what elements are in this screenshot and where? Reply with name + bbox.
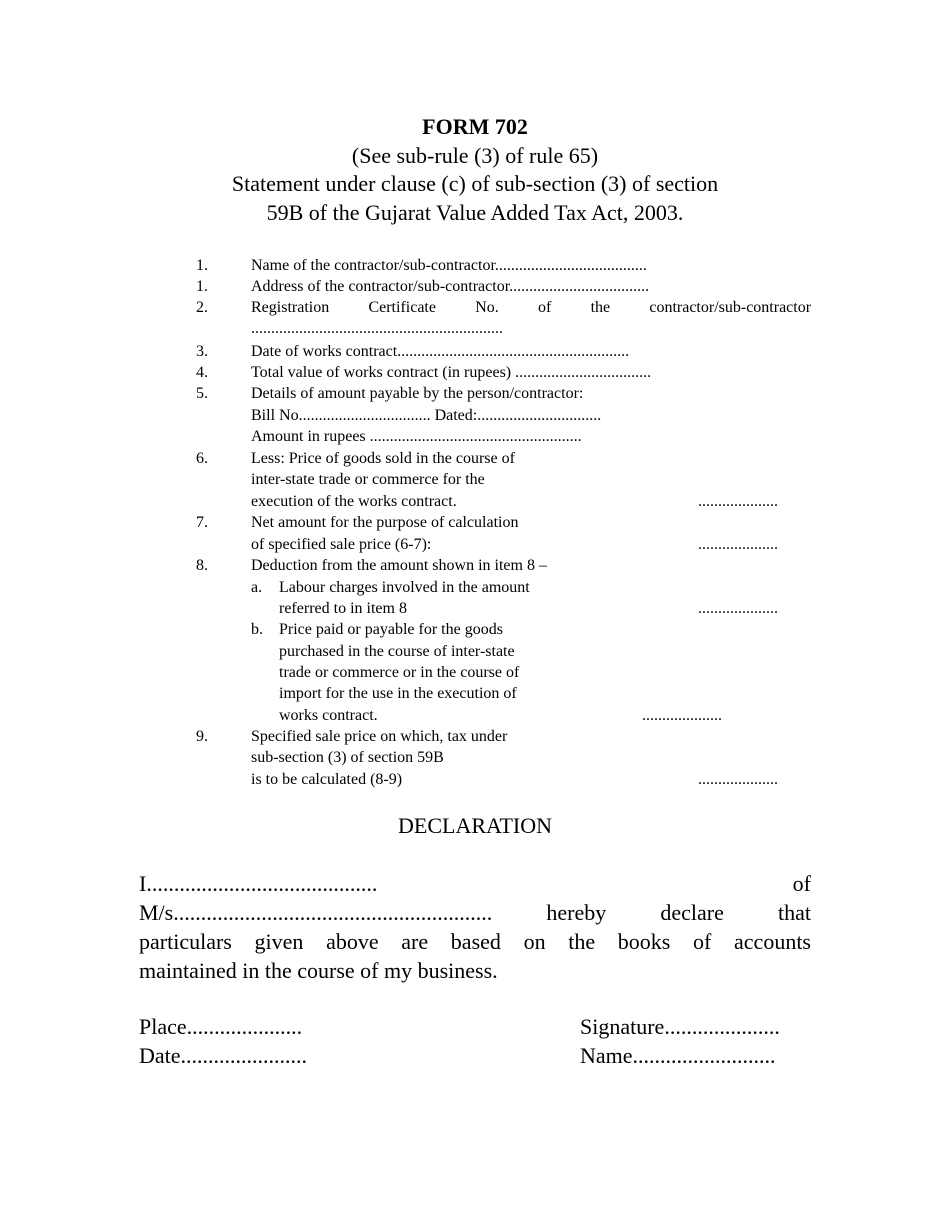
item-net-amount-line: of specified sale price (6-7):	[251, 536, 432, 553]
signature-field: Signature.....................	[580, 1014, 780, 1039]
item-number: 2.	[196, 299, 208, 316]
subitem-label: a.	[251, 579, 263, 596]
item-specified-sale-price-line: sub-section (3) of section 59B	[251, 749, 444, 766]
item-8b-value-dots: ....................	[642, 707, 722, 724]
statement-line-2: 59B of the Gujarat Value Added Tax Act, 2003.	[266, 200, 684, 225]
item-specified-sale-price-line: is to be calculated (8-9)	[251, 771, 403, 788]
item-number: 7.	[196, 514, 208, 531]
item-registration-dots: ...............................................................	[251, 320, 503, 337]
declaration-body	[139, 869, 811, 985]
declaration-line-1: I.......................................... of	[139, 871, 811, 896]
item-number: 4.	[196, 364, 208, 381]
item-deduction-heading: Deduction from the amount shown in item 8 –	[251, 557, 547, 574]
date-field: Date.......................	[139, 1043, 308, 1068]
rule-reference: (See sub-rule (3) of rule 65)	[351, 143, 599, 168]
declaration-title: DECLARATION	[398, 813, 552, 838]
declaration-line-2: M/s.......................................................... hereby declare that	[139, 900, 812, 925]
item-6-value-dots: ....................	[698, 493, 778, 510]
subitem-goods-line: trade or commerce or in the course of	[279, 664, 520, 681]
item-7-value-dots: ....................	[698, 536, 778, 553]
item-amount-rupees: Amount in rupees .....................................................	[251, 428, 582, 445]
subitem-goods-line: import for the use in the execution of	[279, 685, 517, 702]
item-number: 1.	[196, 278, 208, 295]
item-registration-certificate: Registration Certificate No. of the contractor/sub-contractor	[251, 299, 812, 316]
item-number: 9.	[196, 728, 208, 745]
item-number: 8.	[196, 557, 208, 574]
item-less-price-line: Less: Price of goods sold in the course of	[251, 450, 515, 467]
subitem-goods-line: Price paid or payable for the goods	[279, 621, 503, 638]
place-field: Place.....................	[139, 1014, 303, 1039]
subitem-labour-line: Labour charges involved in the amount	[279, 579, 530, 596]
item-contractor-address: Address of the contractor/sub-contractor...................................	[251, 278, 650, 295]
subitem-label: b.	[251, 621, 263, 638]
item-total-value: Total value of works contract (in rupees) ..................................	[251, 364, 652, 381]
item-number: 1.	[196, 257, 208, 274]
subitem-goods-line: works contract.	[279, 707, 378, 724]
form-title: FORM 702	[422, 114, 528, 139]
item-bill-no: Bill No................................. Dated:...............................	[251, 407, 602, 424]
subitem-labour-line: referred to in item 8	[279, 600, 407, 617]
subitem-goods-line: purchased in the course of inter-state	[279, 643, 515, 660]
item-number: 6.	[196, 450, 208, 467]
item-9-value-dots: ....................	[698, 771, 778, 788]
statement-line-1: Statement under clause (c) of sub-section (3) of section	[231, 171, 719, 196]
declaration-line-4: maintained in the course of my business.	[139, 958, 498, 983]
declaration-line-3: particulars given above are based on the books of accounts	[139, 929, 811, 954]
name-field: Name..........................	[580, 1043, 776, 1068]
item-less-price-line: inter-state trade or commerce for the	[251, 471, 485, 488]
item-date-of-contract: Date of works contract..........................................................	[251, 343, 630, 360]
item-amount-payable: Details of amount payable by the person/contractor:	[251, 385, 584, 402]
item-8a-value-dots: ....................	[698, 600, 778, 617]
item-less-price-line: execution of the works contract.	[251, 493, 457, 510]
item-net-amount-line: Net amount for the purpose of calculation	[251, 514, 519, 531]
item-specified-sale-price-line: Specified sale price on which, tax under	[251, 728, 508, 745]
item-number: 5.	[196, 385, 208, 402]
item-contractor-name: Name of the contractor/sub-contractor......................................	[251, 257, 647, 274]
item-number: 3.	[196, 343, 208, 360]
